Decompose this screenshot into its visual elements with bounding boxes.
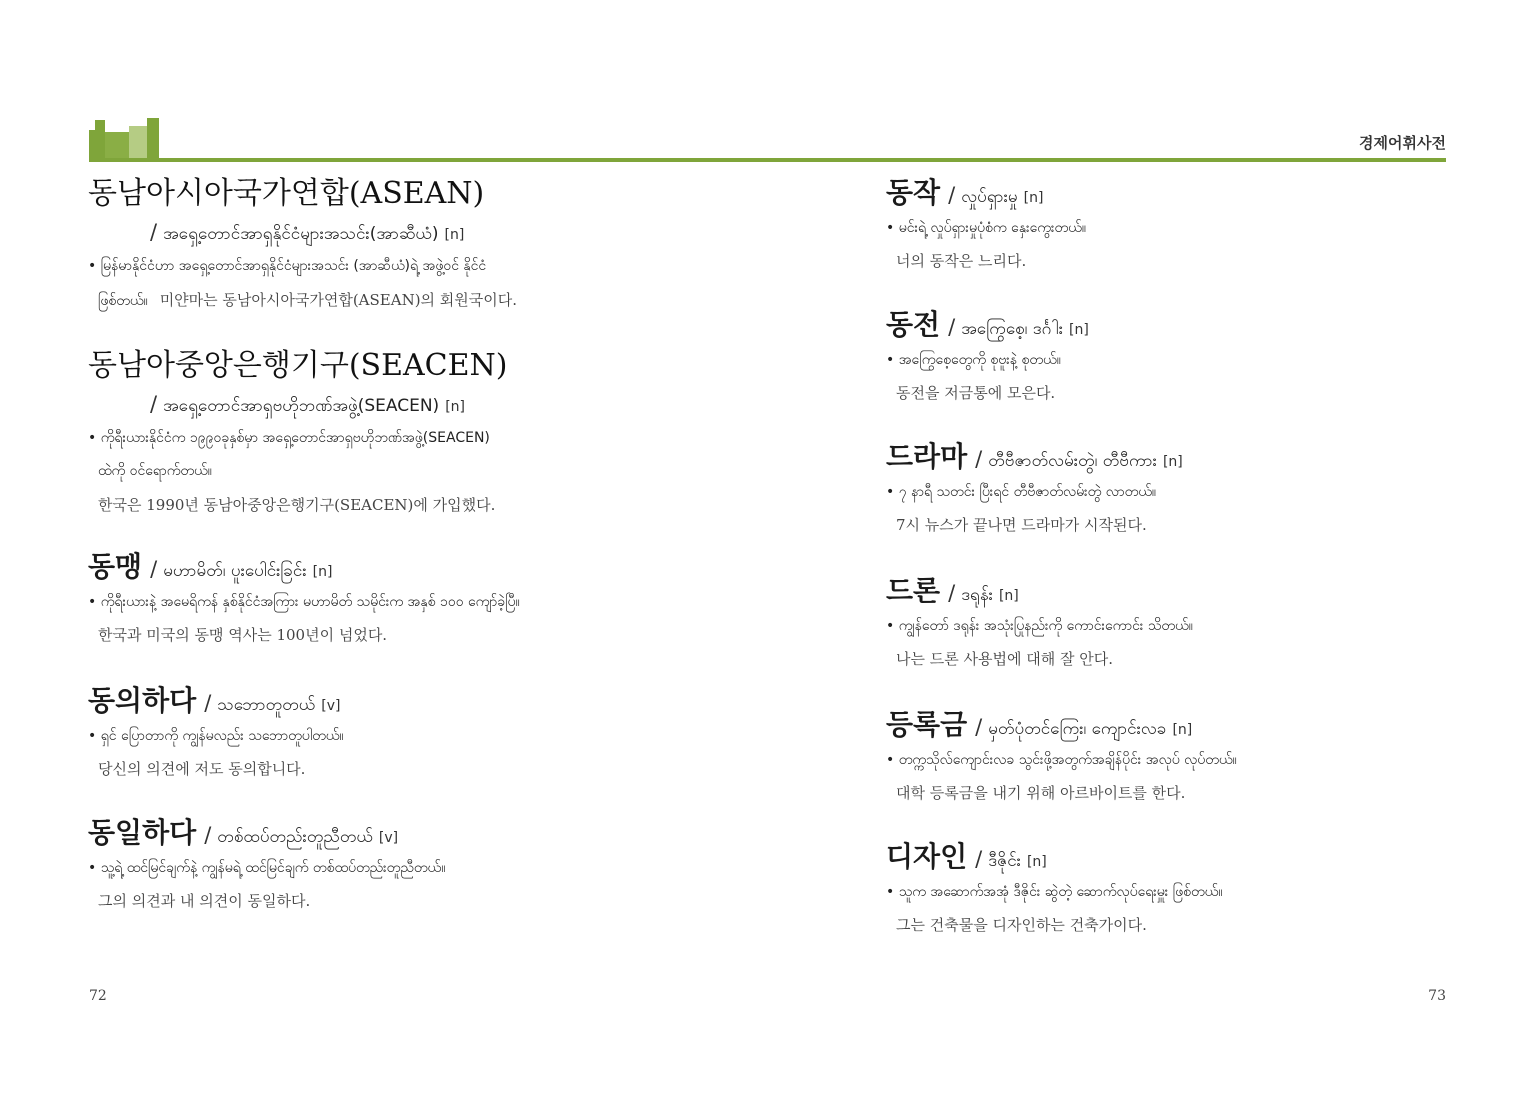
entry-example: • သူ့ရဲ့ ထင်မြင်ချက်နဲ့ ကျွန်မရဲ့ ထင်မြင်ချက် တစ်ထပ်တည်းတူညီတယ်။ (88, 859, 446, 876)
entry-example: • တက္ကသိုလ်ကျောင်းလခ သွင်းဖို့အတွက်အချိန်ပိုင်း အလုပ် လုပ်တယ်။ (886, 751, 1237, 768)
entry-pos: [n] (444, 227, 465, 243)
entry-korean: 미얀마는 동남아시아국가연합(ASEAN)의 회원국이다. (159, 290, 518, 309)
entry-translation: ဒီဇိုင်း (988, 851, 1021, 871)
entry-translation-line: / အရှေ့တောင်အာရှနိုင်ငံများအသင်း(အာဆီယံ) [n] (150, 220, 465, 244)
entry-keyword: 동맹 (88, 550, 143, 583)
entry-example: • အကြွေစေ့တွေကို စုဗူးနဲ့ စုတယ်။ (886, 351, 1061, 368)
entry-pos: [n] (1162, 454, 1183, 470)
entry-pos: [n] (1026, 854, 1047, 870)
entry-pos: [n] (998, 588, 1019, 604)
entry-korean: 당신의 의견에 저도 동의합니다. (98, 760, 306, 779)
entry-keyword: 동전 (886, 308, 941, 341)
entry-pos: [v] (378, 830, 399, 846)
entry-design (886, 840, 1506, 935)
entry-korean: 7시 뉴스가 끝나면 드라마가 시작된다. (896, 516, 1147, 535)
entry-korean: 동전을 저금통에 모은다. (896, 384, 1056, 403)
entry-headword: 동전 / အကြွေစေ့၊ ဒင်္ဂါး [n] (886, 308, 1089, 341)
entry-example: • ကိုရီးယားနိုင်ငံက ၁၉၉၀ခုနှစ်မှာ အရှေ့တောင်အာရှဗဟိုဘဏ်အဖွဲ့(SEACEN) ထဲကို ဝင်ရောက်တယ်။ (88, 430, 490, 479)
entry-drama (886, 440, 1506, 535)
entry-headword (88, 176, 728, 212)
page-number-left: 72 (89, 988, 107, 1004)
entry-translation-line: / အရှေ့တောင်အာရှဗဟိုဘဏ်အဖွဲ့(SEACEN) [n] (150, 392, 465, 416)
entry-example: • မြန်မာနိုင်ငံဟာ အရှေ့တောင်အာရှနိုင်ငံများအသင်း (အာဆီယံ)ရဲ့ အဖွဲ့ဝင် နိုင်ငံ ဖြစ်တယ်။ 미얀마는 동남아시아국가연합(ASEAN)의 회원국이다. (88, 258, 518, 309)
entry-translation: မှတ်ပုံတင်ကြေး၊ ကျောင်းလခ (988, 719, 1167, 739)
entry-korean: 나는 드론 사용법에 대해 잘 안다. (896, 650, 1113, 669)
entry-korean: 대학 등록금을 내기 위해 아르바이트를 한다. (896, 784, 1186, 803)
entry-keyword: 동남아중앙은행기구(SEACEN) (88, 348, 508, 383)
book-title: 경제어휘사전 (1359, 134, 1446, 152)
entry-example: • ရှင် ပြောတာကို ကျွန်မလည်း သဘောတူပါတယ်။ (88, 727, 344, 744)
entry-headword: 등록금 / မှတ်ပုံတင်ကြေး၊ ကျောင်းလခ [n] (886, 708, 1193, 741)
entry-headword: 동맹 / မဟာမိတ်၊ ပူးပေါင်းခြင်း [n] (88, 550, 333, 583)
entry-keyword: 동일하다 (88, 816, 197, 849)
entry-example: • မင်းရဲ့ လှုပ်ရှားမှုပုံစံက နှေးကွေးတယ်။ (886, 219, 1086, 236)
entry-pos: [n] (312, 564, 333, 580)
entry-headword: 동작 / လှုပ်ရှားမှု [n] (886, 176, 1044, 209)
entry-translation: အကြွေစေ့၊ ဒင်္ဂါး (961, 319, 1064, 339)
entry-korean: 그의 의견과 내 의견이 동일하다. (98, 892, 311, 911)
entry-headword: 드론 / ဒရုန်း [n] (886, 574, 1019, 607)
entry-pos: [n] (1023, 190, 1044, 206)
entry-translation: မဟာမိတ်၊ ပူးပေါင်းခြင်း (163, 561, 307, 581)
entry-pos: [n] (1069, 322, 1089, 338)
entry-headword: 동의하다 / သဘောတူတယ် [v] (88, 684, 341, 717)
entry-headword: 동일하다 / တစ်ထပ်တည်းတူညီတယ် [v] (88, 816, 399, 849)
entry-korean: 그는 건축물을 디자인하는 건축가이다. (896, 916, 1147, 935)
entry-keyword: 동작 (886, 176, 941, 209)
entry-pos: [n] (1172, 722, 1193, 738)
entry-korean: 너의 동작은 느리다. (896, 252, 1027, 271)
header-rule (89, 158, 1446, 162)
entry-translation: လှုပ်ရှားမှု (961, 187, 1018, 207)
entry-translation: ဒရုန်း (961, 585, 993, 605)
entry-keyword: 동의하다 (88, 684, 197, 717)
entry-example: • ကျွန်တော် ဒရုန်း အသုံးပြုနည်းကို ကောင်းကောင်း သိတယ်။ (886, 617, 1193, 634)
entry-keyword: 드라마 (886, 440, 968, 473)
entry-example: • သူက အဆောက်အအုံ ဒီဇိုင်း ဆွဲတဲ့ ဆောက်လုပ်ရေးမှူး ဖြစ်တယ်။ (886, 883, 1223, 900)
entry-translation: အရှေ့တောင်အာရှဗဟိုဘဏ်အဖွဲ့(SEACEN) (163, 396, 440, 416)
page-number-right: 73 (1428, 988, 1446, 1004)
entry-translation: တီဗီဇာတ်လမ်းတွဲ၊ တီဗီကား (988, 451, 1157, 471)
entry-agree (88, 684, 728, 779)
entry-korean: 한국과 미국의 동맹 역사는 100년이 넘었다. (98, 626, 388, 645)
entry-example: • ကိုရီးယားနဲ့ အမေရိကန် နှစ်နိုင်ငံအကြား မဟာမိတ် သမိုင်းက အနှစ် ၁၀၀ ကျော်ခဲ့ပြီ။ (88, 593, 520, 610)
entry-motion (886, 176, 1506, 271)
entry-headword (88, 348, 728, 384)
entry-keyword: 디자인 (886, 840, 968, 873)
entry-seacen (88, 348, 728, 515)
entry-keyword: 등록금 (886, 708, 968, 741)
entry-translation: တစ်ထပ်တည်းတူညီတယ် (217, 827, 373, 847)
entry-pos: [v] (321, 698, 341, 714)
entry-alliance (88, 550, 728, 645)
entry-identical (88, 816, 728, 911)
entry-translation: သဘောတူတယ် (217, 695, 316, 715)
entry-tuition (886, 708, 1506, 803)
entry-coin (886, 308, 1506, 403)
entry-pos: [n] (445, 399, 465, 415)
entry-keyword: 동남아시아국가연합(ASEAN) (88, 176, 485, 211)
entry-korean: 한국은 1990년 동남아중앙은행기구(SEACEN)에 가입했다. (98, 495, 496, 514)
entry-drone (886, 574, 1506, 669)
entry-asean (88, 176, 728, 310)
entry-translation: အရှေ့တောင်အာရှနိုင်ငံများအသင်း(အာဆီယံ) (163, 224, 439, 244)
section-logo (89, 118, 159, 160)
entry-headword: 드라마 / တီဗီဇာတ်လမ်းတွဲ၊ တီဗီကား [n] (886, 440, 1183, 473)
entry-keyword: 드론 (886, 574, 941, 607)
entry-headword: 디자인 / ဒီဇိုင်း [n] (886, 840, 1047, 873)
entry-example: • ၇ နာရီ သတင်း ပြီးရင် တီဗီဇာတ်လမ်းတွဲ လာတယ်။ (886, 483, 1157, 500)
